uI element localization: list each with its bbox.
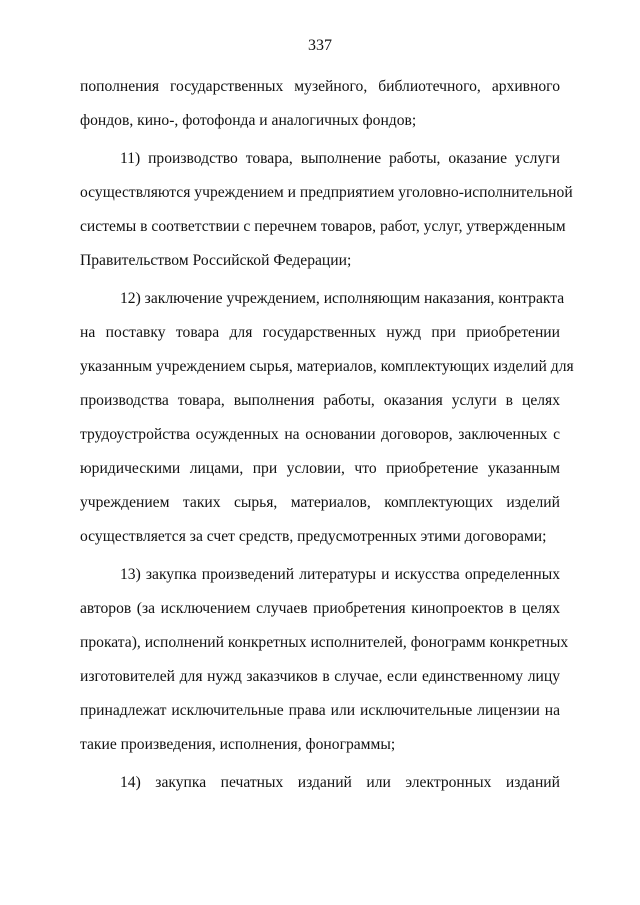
text-line: системы в соответствии с перечнем товаров, работ, услуг, утвержденным [80, 218, 566, 235]
text-line: учреждением таких сырья, материалов, комплектующих изделий [80, 494, 560, 511]
paragraph-p0 [80, 70, 560, 138]
text-line: указанным учреждением сырья, материалов, комплектующих изделий для [80, 358, 574, 375]
text-line: производства товара, выполнения работы, оказания услуги в целях [80, 392, 560, 409]
paragraph-p14 [80, 766, 560, 800]
text-line: 14) закупка печатных изданий или электронных изданий [120, 774, 560, 791]
paragraph-p13 [80, 558, 569, 762]
text-line: 12) заключение учреждением, исполняющим наказания, контракта [120, 290, 565, 307]
text-line: такие произведения, исполнения, фонограммы; [80, 736, 396, 753]
text-line: Правительством Российской Федерации; [80, 252, 352, 269]
text-line: авторов (за исключением случаев приобретения кинопроектов в целях [80, 600, 560, 617]
text-line: осуществляются учреждением и предприятием уголовно-исполнительной [80, 184, 573, 201]
text-line: пополнения государственных музейного, библиотечного, архивного [80, 78, 560, 95]
text-line: фондов, кино-, фотофонда и аналогичных фондов; [80, 112, 417, 129]
text-line: на поставку товара для государственных нужд при приобретении [80, 324, 560, 341]
text-line: принадлежат исключительные права или исключительные лицензии на [80, 702, 560, 719]
page-number: 337 [308, 37, 332, 54]
document-body [80, 70, 574, 800]
text-line: изготовителей для нужд заказчиков в случае, если единственному лицу [80, 668, 560, 685]
text-line: осуществляется за счет средств, предусмотренных этими договорами; [80, 528, 547, 545]
text-line: юридическими лицами, при условии, что приобретение указанным [80, 460, 560, 477]
text-line: трудоустройства осужденных на основании договоров, заключенных с [80, 426, 560, 443]
paragraph-p12 [80, 282, 574, 554]
text-line: 13) закупка произведений литературы и искусства определенных [120, 566, 560, 583]
text-line: проката), исполнений конкретных исполнителей, фонограмм конкретных [80, 634, 569, 651]
paragraph-p11 [80, 142, 573, 278]
text-line: 11) производство товара, выполнение работы, оказание услуги [120, 150, 560, 167]
